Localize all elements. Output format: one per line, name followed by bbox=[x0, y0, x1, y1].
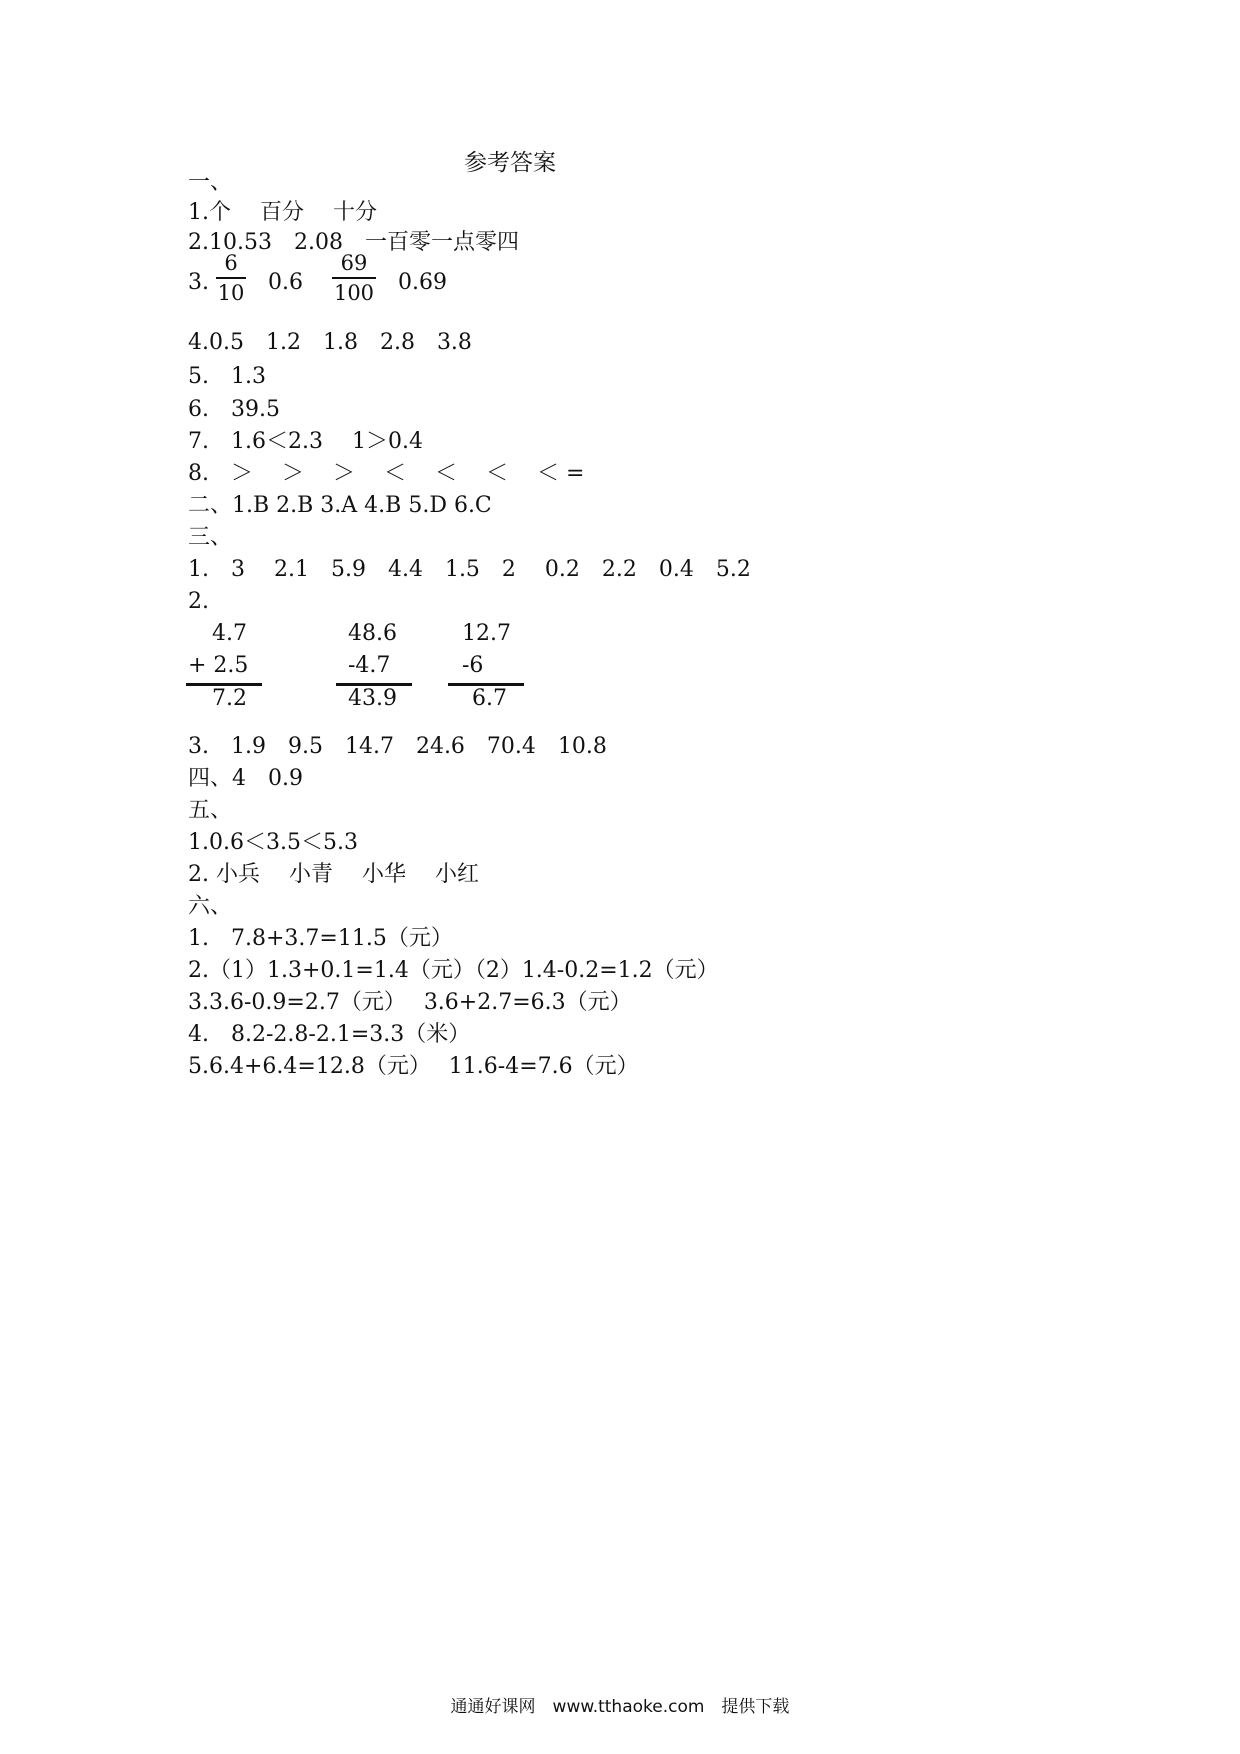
section-1-q3-prefix: 3. bbox=[188, 270, 209, 295]
fraction-numerator: 6 bbox=[224, 251, 238, 275]
fraction-denominator: 10 bbox=[217, 281, 245, 305]
vertical-calc-3-operand: -6 bbox=[462, 653, 484, 678]
section-1-q8: 8. ＞ ＞ ＞ ＜ ＜ ＜ ＜ = bbox=[188, 461, 585, 486]
section-6-q1: 1. 7.8+3.7=11.5（元） bbox=[188, 926, 453, 951]
section-1-q4: 4.0.5 1.2 1.8 2.8 3.8 bbox=[188, 330, 472, 355]
vertical-calc-1-result: 7.2 bbox=[212, 686, 247, 711]
section-1-q3-value-1: 0.6 bbox=[268, 270, 303, 295]
vertical-calc-2-top: 48.6 bbox=[348, 621, 397, 646]
section-6-q4: 4. 8.2-2.8-2.1=3.3（米） bbox=[188, 1022, 471, 1047]
fraction-denominator: 100 bbox=[333, 281, 375, 305]
section-4-answer: 四、4 0.9 bbox=[188, 766, 303, 791]
section-6-q2: 2.（1）1.3+0.1=1.4（元）（2）1.4-0.2=1.2（元） bbox=[188, 958, 719, 983]
section-1-q7: 7. 1.6＜2.3 1＞0.4 bbox=[188, 429, 423, 454]
section-6-q3: 3.3.6-0.9=2.7（元） 3.6+2.7=6.3（元） bbox=[188, 990, 632, 1015]
section-1-q2: 2.10.53 2.08 一百零一点零四 bbox=[188, 230, 519, 255]
section-1-heading: 一、 bbox=[188, 170, 233, 195]
section-1-q1: 1.个 百分 十分 bbox=[188, 200, 377, 225]
vertical-calc-3-result: 6.7 bbox=[472, 686, 507, 711]
section-5-heading: 五、 bbox=[188, 798, 233, 823]
section-5-q1: 1.0.6＜3.5＜5.3 bbox=[188, 830, 358, 855]
section-1-q3-value-2: 0.69 bbox=[398, 270, 447, 295]
section-3-q1: 1. 3 2.1 5.9 4.4 1.5 2 0.2 2.2 0.4 5.2 bbox=[188, 557, 751, 582]
section-5-q2: 2. 小兵 小青 小华 小红 bbox=[188, 862, 479, 887]
section-1-q5: 5. 1.3 bbox=[188, 364, 266, 389]
vertical-calc-2-operand: -4.7 bbox=[348, 653, 391, 678]
page-title: 参考答案 bbox=[464, 150, 556, 176]
section-2-answers: 二、1.B 2.B 3.A 4.B 5.D 6.C bbox=[188, 493, 492, 518]
fraction-6-10 bbox=[216, 250, 246, 306]
vertical-calc-1-operand: + 2.5 bbox=[188, 653, 249, 678]
vertical-calc-3-top: 12.7 bbox=[462, 621, 511, 646]
vertical-calc-2-result: 43.9 bbox=[348, 686, 397, 711]
page-footer: 通通好课网 www.tthaoke.com 提供下载 bbox=[450, 1697, 790, 1717]
vertical-calc-1-top: 4.7 bbox=[212, 621, 247, 646]
section-3-heading: 三、 bbox=[188, 525, 233, 550]
section-1-q6: 6. 39.5 bbox=[188, 397, 280, 422]
fraction-69-100 bbox=[332, 250, 376, 306]
section-3-q3: 3. 1.9 9.5 14.7 24.6 70.4 10.8 bbox=[188, 734, 607, 759]
section-6-q5: 5.6.4+6.4=12.8（元） 11.6-4=7.6（元） bbox=[188, 1054, 639, 1079]
section-3-q2-label: 2. bbox=[188, 589, 209, 614]
section-6-heading: 六、 bbox=[188, 894, 233, 919]
fraction-numerator: 69 bbox=[340, 251, 368, 275]
